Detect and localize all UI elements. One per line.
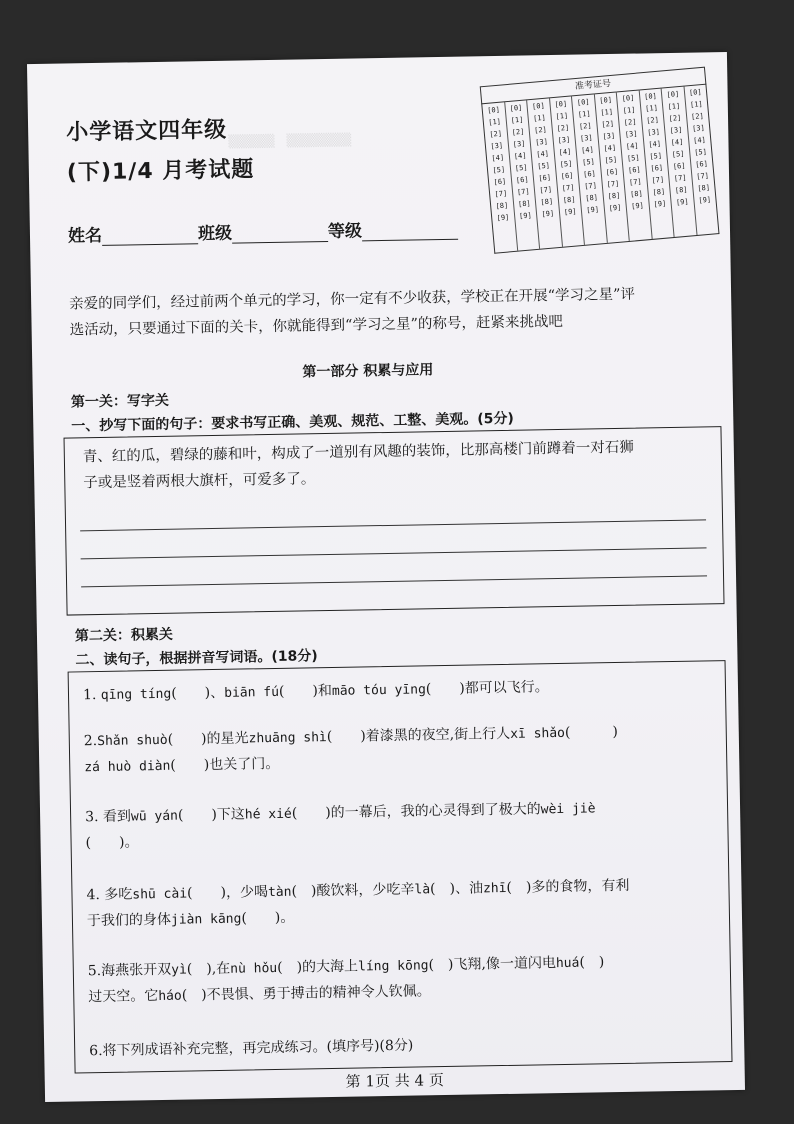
bubble-digit[interactable]: [2] [623,117,637,127]
bubble-digit[interactable]: [0] [643,91,658,102]
question-4-line-1: 4. 多吃shū cài( )，少喝tàn( )酸饮料，少吃辛là( )、油zhī( )多的食物，有利 [86,877,630,904]
bubble-digit[interactable]: [0] [531,101,546,111]
bubble-digit[interactable]: [7] [583,181,598,191]
bubble-digit[interactable]: [5] [559,159,573,169]
bubble-digit[interactable]: [3] [646,127,661,137]
bubble-digit[interactable]: [8] [629,189,644,199]
bubble-digit[interactable]: [2] [645,115,660,125]
bubble-digit[interactable]: [1] [577,109,591,119]
bubble-digit[interactable]: [2] [578,121,593,131]
bubble-digit[interactable]: [7] [696,171,710,181]
bubble-digit[interactable]: [0] [599,95,613,105]
bleed-through-text: ▒▒▒▒▒ ▒▒▒▒▒▒▒ [228,132,352,149]
pinyin: qīng tíng [100,686,172,703]
bubble-digit[interactable]: [7] [516,187,531,197]
intro-line-2: 选活动，只要通过下面的关卡，你就能得到“学习之星”的称号，赶紧来挑战吧 [69,313,564,339]
bubble-sheet-label: 准考证号 [480,67,707,105]
bubble-digit[interactable]: [8] [495,201,509,211]
pinyin: zá huò diàn [84,758,171,776]
bubble-digit[interactable]: [0] [688,88,702,98]
bubble-digit[interactable]: [2] [511,127,525,137]
bubble-digit[interactable]: [0] [666,90,680,100]
answer-blank[interactable]: ( )着漆黑的夜空,街上行人 [326,725,511,746]
bubble-digit[interactable]: [3] [691,123,706,134]
bubble-digit[interactable]: [1] [600,107,614,117]
name-label: 姓名 [67,225,103,247]
answer-blank[interactable]: ( )的大海上 [277,958,359,976]
bubble-digit[interactable]: [8] [517,199,532,209]
bubble-digit[interactable]: [4] [491,153,505,163]
bubble-digit[interactable]: [0] [486,105,501,115]
bubble-digit[interactable]: [2] [601,119,615,129]
bubble-digit[interactable]: [1] [622,105,636,115]
pinyin: líng kōng [357,958,429,975]
pinyin: nù hǒu [230,960,278,977]
answer-blank[interactable]: ( )多的食物，有利 [506,877,630,896]
bubble-digit[interactable]: [3] [534,137,549,147]
writing-line-2[interactable] [81,547,707,559]
exam-number-bubble-sheet [480,67,720,258]
pinyin: māo tóu yīng [331,682,426,699]
bubble-digit[interactable]: [2] [668,113,682,124]
bubble-digit[interactable]: [8] [540,197,554,207]
answer-blank[interactable]: ( )、 [171,684,225,702]
bubble-digit[interactable]: [5] [537,161,551,171]
answer-blank[interactable]: ( )飞翔,像一道闪电 [428,955,557,974]
bubble-digit[interactable]: [5] [671,149,685,159]
bubble-digit[interactable]: [6] [627,165,642,175]
bubble-digit[interactable]: [6] [672,161,686,171]
pinyin-questions-box [68,660,733,1073]
bubble-digit[interactable]: [3] [490,141,504,151]
part1-title: 第一部分 积累与应用 [302,362,434,381]
page-footer: 第 1页 共 4 页 [345,1071,445,1091]
answer-blank[interactable]: ( )不畏惧、勇于搏击的精神令人钦佩。 [181,983,431,1004]
bubble-digit[interactable]: [9] [496,213,510,223]
answer-blank[interactable]: ( ) [564,723,619,741]
writing-line-1[interactable] [80,519,706,531]
bubble-digit[interactable]: [9] [630,201,645,211]
bubble-digit[interactable]: [9] [675,197,689,207]
answer-blank[interactable]: ( ),在 [186,960,231,978]
bubble-digit[interactable]: [8] [697,183,711,193]
bubble-digit[interactable]: [9] [586,205,600,215]
answer-blank[interactable]: ( )。 [85,834,139,852]
question-1: 1. qīng tíng( )、biān fú( )和māo tóu yīng( )都可以飞行。 [82,679,549,704]
bubble-digit[interactable]: [3] [602,131,616,141]
bubble-digit[interactable]: [6] [650,163,664,173]
copy-sentence-line-2: 子或是竖着两根大旗杆，可爱多了。 [83,471,316,492]
bubble-digit[interactable]: [9] [541,209,555,219]
bubble-digit[interactable]: [9] [563,207,577,217]
bubble-digit[interactable]: [4] [603,143,617,153]
bubble-digit[interactable]: [0] [621,93,635,104]
exam-title-line1: 小学语文四年级 [65,117,228,146]
bubble-digit[interactable]: [6] [515,175,529,185]
pinyin: hé xié [244,806,292,823]
bubble-digit[interactable]: [1] [488,117,502,127]
name-blank[interactable] [102,225,198,246]
bubble-digit[interactable]: [5] [693,147,708,157]
bubble-digit[interactable]: [4] [692,135,707,145]
copy-sentence-box [64,426,725,615]
pinyin: tàn [267,884,292,901]
bubble-digit[interactable]: [1] [667,101,681,112]
bubble-digit[interactable]: [0] [576,97,590,107]
exam-paper [27,52,745,1102]
bubble-digit[interactable]: [7] [606,179,620,189]
answer-blank[interactable]: ( )。 [241,909,295,927]
bubble-digit[interactable]: [6] [560,171,574,181]
bubble-digit[interactable]: [7] [628,177,643,187]
pinyin: biān fú [224,684,280,701]
level1-title: 第一关：写字关 [70,392,170,411]
bubble-digit[interactable]: [1] [532,113,547,123]
pinyin: xī shǎo [510,725,566,742]
pinyin: shū cài [132,886,188,903]
pinyin: wèi jiè [540,801,596,818]
bubble-digit[interactable]: [7] [673,173,687,183]
bubble-digit[interactable]: [6] [694,159,709,169]
q1-heading: 一、抄写下面的句子：要求书写正确、美观、规范、工整、美观。(5分) [71,410,514,435]
pinyin: zhuāng shì [248,730,327,747]
bubble-digit[interactable]: [6] [538,173,552,183]
bubble-digit[interactable]: [7] [539,185,553,195]
bubble-digit[interactable]: [5] [626,153,640,163]
q2-heading: 二、读句子，根据拼音写词语。(18分) [75,648,318,669]
bubble-digit[interactable]: [2] [489,129,503,139]
bubble-grid [481,84,719,254]
question-2-line-1: 2.Shǎn shuò( )的星光zhuāng shì( )着漆黑的夜空,街上行人xī shǎo( ) [83,723,619,750]
bubble-digit[interactable]: [3] [557,135,571,145]
bubble-digit[interactable]: [3] [624,129,638,139]
bubble-digit[interactable]: [5] [514,163,528,173]
bubble-digit[interactable]: [1] [555,111,569,121]
pinyin: háo [158,988,182,1005]
question-2-line-2 [84,753,279,776]
copy-sentence-text [83,433,714,496]
bubble-digit[interactable]: [4] [513,151,527,161]
bubble-digit[interactable]: [3] [669,125,683,135]
bubble-digit[interactable]: [3] [579,133,594,143]
class-label: 班级 [197,223,233,245]
exam-title-line2: (下)1/4 月考试题 [66,157,255,186]
bubble-digit[interactable]: [7] [651,175,665,185]
bubble-digit[interactable]: [6] [582,169,597,179]
bubble-digit[interactable]: [8] [562,195,576,205]
grade-blank[interactable] [362,221,458,242]
bubble-digit[interactable]: [8] [607,191,621,201]
bubble-digit[interactable]: [4] [535,149,550,159]
pinyin: huá [555,955,580,972]
answer-blank[interactable]: ( )、油 [429,880,484,898]
class-blank[interactable] [232,223,328,244]
bubble-digit[interactable]: [6] [605,167,619,177]
bubble-digit[interactable]: [4] [625,141,639,151]
answer-blank[interactable]: ( )都可以飞行。 [425,679,549,698]
answer-blank[interactable]: ( )和 [278,682,333,700]
bubble-digit[interactable]: [1] [510,115,524,125]
answer-blank[interactable]: ( )也关了门。 [170,755,280,774]
bubble-digit[interactable]: [8] [674,185,688,195]
bubble-digit[interactable]: [6] [493,177,507,187]
answer-blank[interactable]: ( )酸饮料，少吃辛 [291,881,415,900]
bubble-digit[interactable]: [5] [581,157,596,167]
bubble-digit[interactable]: [2] [556,123,570,133]
student-info-row [68,215,458,247]
pinyin: wū yán [130,808,179,825]
bubble-digit[interactable]: [2] [690,111,705,122]
question-3-line-1: 3. 看到wū yán( )下这hé xié( )的一幕后，我的心灵得到了极大的wèi jiè [85,801,596,826]
question-6: 6.将下列成语补充完整，再完成练习。(填序号)(8分) [89,1037,414,1060]
bubble-digit[interactable]: [5] [604,155,618,165]
bubble-digit[interactable]: [7] [494,189,508,199]
bubble-digit[interactable]: [4] [670,137,684,147]
answer-blank[interactable]: ( )下这 [177,806,245,824]
bubble-digit[interactable]: [7] [561,183,575,193]
question-4-line-2: 于我们的身体jiàn kāng( )。 [86,909,295,930]
bubble-digit[interactable]: [0] [509,103,523,113]
copy-sentence-line-1: 青、红的瓜，碧绿的藤和叶，构成了一道别有风趣的装饰，比那高楼门前蹲着一对石狮 [82,439,634,466]
bubble-digit[interactable]: [1] [644,103,659,114]
answer-blank[interactable]: ( ) [579,954,605,971]
level2-title: 第二关：积累关 [74,626,174,645]
pinyin: yì [171,962,187,978]
bubble-digit[interactable]: [9] [653,199,667,209]
answer-blank[interactable]: ( )的星光 [167,730,249,748]
bubble-digit[interactable]: [2] [533,125,548,135]
intro-paragraph [69,280,710,343]
bubble-digit[interactable]: [9] [698,195,712,205]
bubble-digit[interactable]: [3] [512,139,526,149]
bubble-digit[interactable]: [4] [558,147,572,157]
pinyin: Shǎn shuò [97,732,168,750]
bubble-digit[interactable]: [5] [649,151,663,161]
question-5-line-2: 过天空。它háo( )不畏惧、勇于搏击的精神令人钦佩。 [88,983,431,1006]
bubble-digit[interactable]: [8] [652,187,666,197]
writing-line-3[interactable] [81,575,707,587]
bubble-digit[interactable]: [1] [689,100,704,110]
bubble-digit[interactable]: [8] [584,193,599,203]
question-5-line-1: 5.海燕张开双yì( ),在nù hǒu( )的大海上líng kōng( )飞翔,像一道闪电huá( ) [87,954,605,980]
pinyin: là [414,882,431,898]
pinyin: jiàn kāng [170,911,242,928]
question-3-line-2 [85,831,138,852]
bubble-digit[interactable]: [0] [554,99,568,109]
bubble-digit[interactable]: [4] [648,139,662,149]
answer-blank[interactable]: ( )的一幕后，我的心灵得到了极大的 [291,801,541,822]
bubble-digit[interactable]: [9] [518,211,533,221]
intro-line-1: 亲爱的同学们，经过前两个单元的学习，你一定有不少收获，学校正在开展“学习之星”评 [69,286,636,313]
bubble-digit[interactable]: [9] [608,203,622,213]
bubble-digit[interactable]: [5] [492,165,506,175]
grade-label: 等级 [327,221,363,242]
bubble-digit[interactable]: [4] [580,145,595,155]
answer-blank[interactable]: ( )，少喝 [186,884,269,902]
pinyin: zhī [482,880,507,897]
